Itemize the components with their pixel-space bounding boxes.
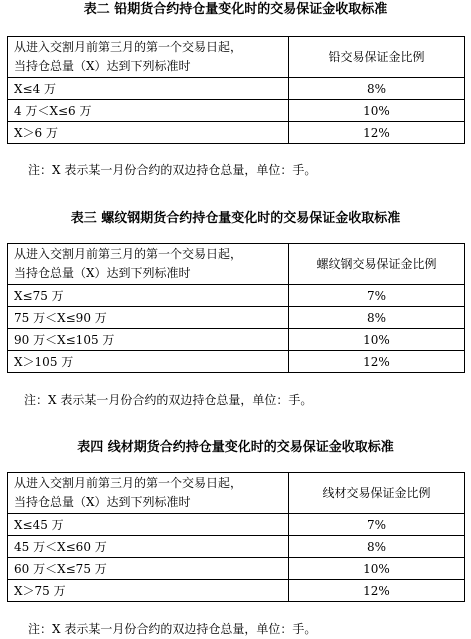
range-cell: 90 万＜X≤105 万: [8, 329, 289, 351]
range-cell: 60 万＜X≤75 万: [8, 558, 289, 580]
table-header-row: [8, 37, 465, 78]
table-note: 注：X 表示某一月份合约的双边持仓总量，单位：手。: [28, 163, 317, 177]
ratio-cell: 7%: [289, 514, 465, 536]
table-row: [8, 307, 465, 329]
table-row: [8, 329, 465, 351]
table-row: [8, 536, 465, 558]
ratio-cell: 10%: [289, 329, 465, 351]
header-ratio-cell: 铅交易保证金比例: [289, 37, 465, 78]
table-row: [8, 351, 465, 373]
ratio-cell: 8%: [289, 78, 465, 100]
header-condition-line1: 从进入交割月前第三月的第一个交易日起，: [14, 40, 243, 54]
table-header-row: [8, 473, 465, 514]
ratio-cell: 10%: [289, 100, 465, 122]
header-condition-line2: 当持仓总量（X）达到下列标准时: [14, 59, 191, 73]
ratio-cell: 8%: [289, 536, 465, 558]
header-condition-cell: [8, 244, 289, 285]
header-ratio-cell: 线材交易保证金比例: [289, 473, 465, 514]
table-row: [8, 580, 465, 602]
header-ratio-cell: 螺纹钢交易保证金比例: [289, 244, 465, 285]
table-row: [8, 122, 465, 144]
table-row: [8, 514, 465, 536]
lead-margin-table: [7, 36, 465, 144]
header-condition-cell: [8, 37, 289, 78]
ratio-cell: 8%: [289, 307, 465, 329]
table-title: 表二 铅期货合约持仓量变化时的交易保证金收取标准: [83, 2, 388, 17]
table-row: [8, 100, 465, 122]
header-condition-line2: 当持仓总量（X）达到下列标准时: [14, 266, 191, 280]
table-row: [8, 558, 465, 580]
rebar-margin-table: [7, 243, 465, 373]
table-row: [8, 285, 465, 307]
range-cell: X≤4 万: [8, 78, 289, 100]
ratio-cell: 12%: [289, 351, 465, 373]
header-condition-line1: 从进入交割月前第三月的第一个交易日起，: [14, 476, 243, 490]
range-cell: X＞6 万: [8, 122, 289, 144]
range-cell: 4 万＜X≤6 万: [8, 100, 289, 122]
table-row: [8, 78, 465, 100]
range-cell: 75 万＜X≤90 万: [8, 307, 289, 329]
header-condition-cell: [8, 473, 289, 514]
ratio-cell: 12%: [289, 580, 465, 602]
table-note: 注：X 表示某一月份合约的双边持仓总量，单位：手。: [28, 622, 317, 636]
header-condition-line2: 当持仓总量（X）达到下列标准时: [14, 495, 191, 509]
ratio-cell: 7%: [289, 285, 465, 307]
table-header-row: [8, 244, 465, 285]
range-cell: 45 万＜X≤60 万: [8, 536, 289, 558]
table-title: 表四 线材期货合约持仓量变化时的交易保证金收取标准: [77, 440, 394, 455]
wire-rod-margin-table: [7, 472, 465, 602]
range-cell: X≤75 万: [8, 285, 289, 307]
header-condition-line1: 从进入交割月前第三月的第一个交易日起，: [14, 247, 243, 261]
range-cell: X≤45 万: [8, 514, 289, 536]
ratio-cell: 10%: [289, 558, 465, 580]
range-cell: X＞75 万: [8, 580, 289, 602]
range-cell: X＞105 万: [8, 351, 289, 373]
table-title: 表三 螺纹钢期货合约持仓量变化时的交易保证金收取标准: [70, 211, 401, 226]
table-note: 注：X 表示某一月份合约的双边持仓总量，单位：手。: [24, 393, 313, 407]
ratio-cell: 12%: [289, 122, 465, 144]
